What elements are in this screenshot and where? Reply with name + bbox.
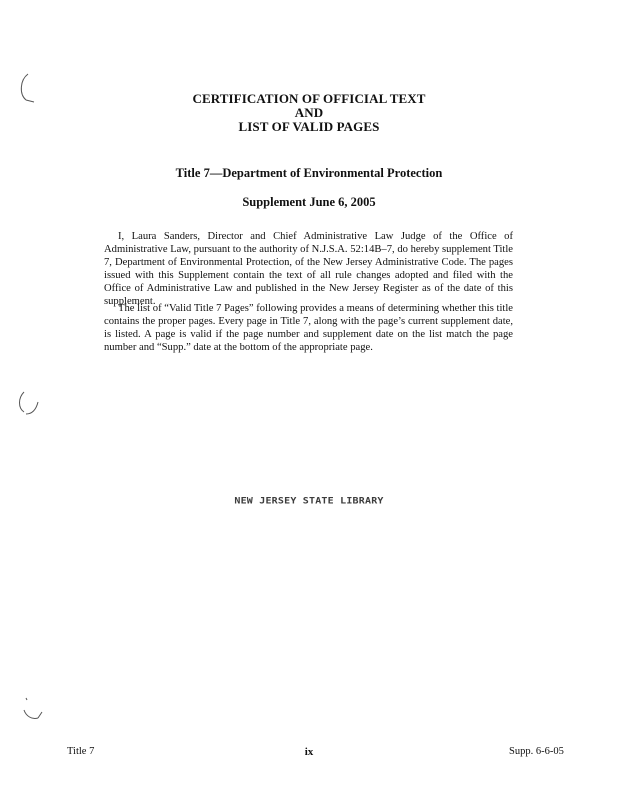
footer-supplement: Supp. 6-6-05 [509,746,564,757]
heading-line-2: AND [294,105,324,120]
heading-line-1: CERTIFICATION OF OFFICIAL TEXT [192,91,426,106]
punch-hole-mark-bottom-icon [18,694,48,730]
heading-line-3: LIST OF VALID PAGES [238,119,380,134]
punch-hole-mark-middle-icon [14,388,44,424]
footer-title: Title 7 [67,746,95,757]
library-stamp: NEW JERSEY STATE LIBRARY [234,496,384,507]
certification-paragraph: I, Laura Sanders, Director and Chief Administrative Law Judge of the Office of Administrative Law, pursuant to the authority of N.J.S.A. 52:14B–7, do hereby supplement Title 7, Department of Environmental Protection, of the New Jersey Administrative Code. The pages issued with this Supplement contain the text of all rule changes adopted and filed with the Office of Administrative Law and published in the New Jersey Register as of the date of this supplement. [104,231,513,307]
certification-heading [0,92,618,134]
valid-pages-paragraph: The list of “Valid Title 7 Pages” following provides a means of determining whether this title contains the proper pages. Every page in Title 7, along with the page’s current supplement date, is listed. A page is valid if the page number and supplement date on the list match the page number and “Supp.” date at the bottom of the appropriate page. [104,303,513,353]
footer-page-number: ix [304,746,314,758]
supplement-date: Supplement June 6, 2005 [242,195,376,209]
title-subtitle: Title 7—Department of Environmental Protection [175,166,443,180]
